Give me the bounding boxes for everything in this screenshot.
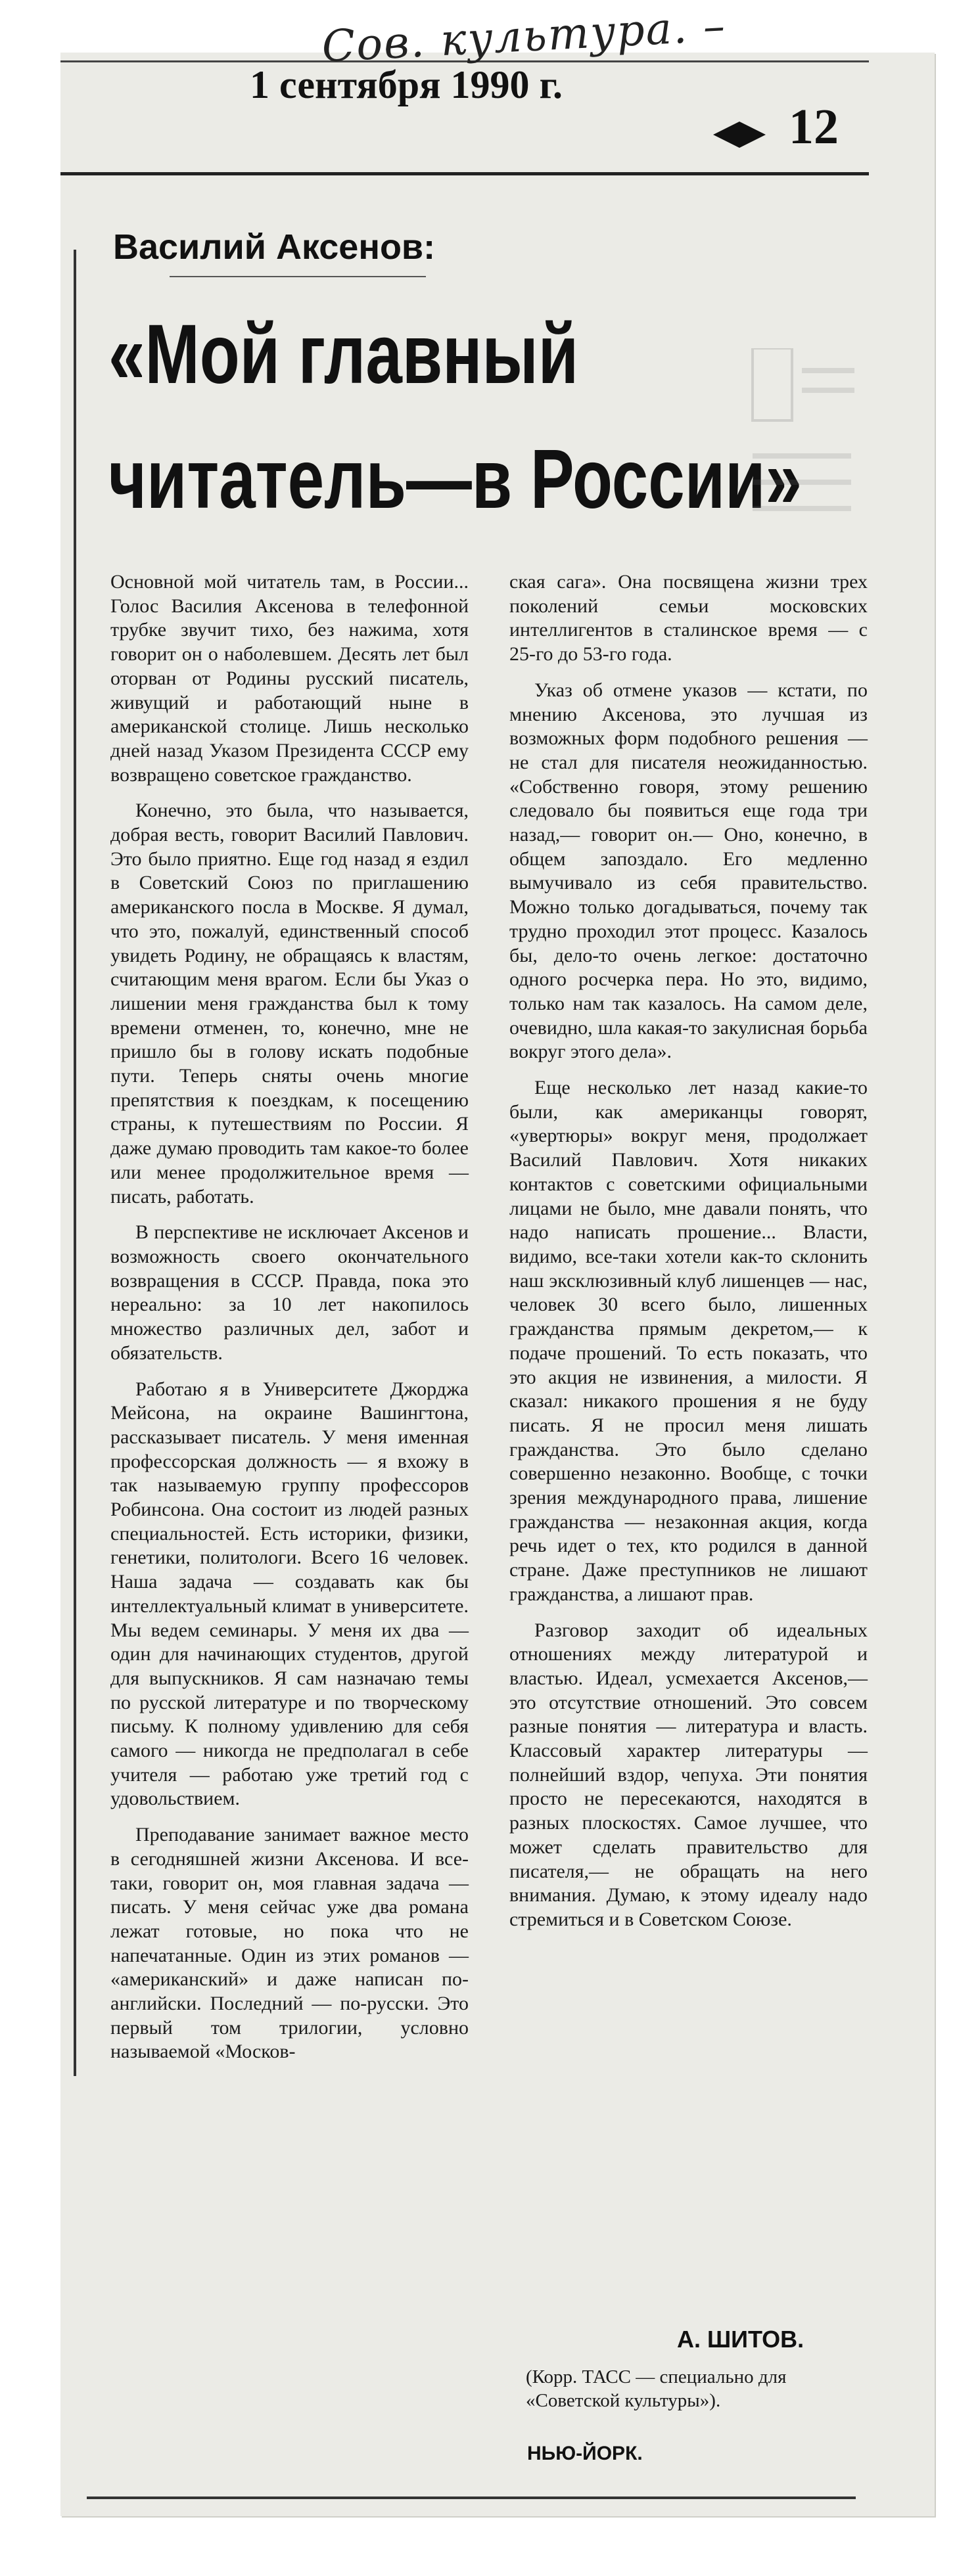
article-column-left [110, 570, 469, 2076]
paragraph: Конечно, это была, что называется, добрая весть, говорит Василий Павлович. Это было приятно. Еще год назад я ездил в Советский Союз по приглашению американского посла в Москве. Я думал, что это, пожалуй, единственный способ увидеть Родину, не обращаясь к властям, считающим меня врагом. Если бы Указ о лишении меня гражданства был к тому времени отменен, то, конечно, мне не пришло бы в голову искать подобные пути. Теперь сняты очень многие препятствия к поездкам, к посещению страны, к путешествиям по России. Я даже думаю проводить там какое-то более или менее продолжительное время — писать, работать. [110, 800, 469, 1208]
paragraph: ская сага». Она посвящена жизни трех поколений семьи московских интеллигентов в сталинское время — с 25-го до 53-го года. [509, 571, 868, 666]
headline-line-1: «Мой главный [108, 307, 579, 401]
handwritten-note: Сов. культура. – [320, 0, 728, 72]
page-number: 12 [789, 99, 839, 154]
paragraph: Работаю я в Университете Джорджа Мейсона, на окраине Вашингтона, рассказывает писатель. У меня именная профессорская должность — я вхожу в так называемую группу профессоров Робинсона. Она состоит из людей разных специальностей. Есть историки, физики, генетики, политологи. Всего 16 человек. Наша задача — создавать как бы интеллектуальный климат в университете. Мы ведем семинары. У меня их два — один для начинающих студентов, другой для выпускников. Я сам назначаю темы по русской литературе и по творческому письму. К полному удивлению для себя самого — никогда не предполагал в себе учителя — работаю уже третий год с удовольствием. [110, 1378, 469, 1810]
paragraph: Основной мой читатель там, в России... Голос Василия Аксенова в телефонной трубке звучит тихо, без нажима, хотя говорит он о наболевшем. Десять лет был оторван от Родины русский писатель, живущий и работающий ныне в американской столице. Лишь несколько дней назад Указом Президента СССР ему возвращено советское гражданство. [110, 571, 469, 786]
article-signature: А. ШИТОВ. [677, 2326, 804, 2353]
article-credit: (Корр. ТАСС — специально для «Советской культуры»). [526, 2366, 787, 2411]
header-rule [60, 172, 869, 175]
paragraph: Еще несколько лет назад какие-то были, как американцы говорят, «увертюры» вокруг меня, продолжает Василий Павлович. Хотя никаких контактов с советскими официальными лицами не было, мне давали понять, что надо написать прошение... Власти, видимо, все-таки хотели как-то склонить наш эксклюзивный клуб лишенцев — нас, человек 30 всего было, лишенных гражданства прямым декретом,— к подаче прошений. То есть показать, что это акция не извинения, а милости. Я сказал: никакого прошения я не буду писать. Я не просил меня лишать гражданства. Это было сделано совершенно незаконно. Вообще, с точки зрения международного права, лишение гражданства — незаконная акция, когда речь идет о тех, кто родился в данной стране. Даже преступников не лишают гражданства, а лишают прав. [509, 1077, 868, 1605]
article-column-right [509, 570, 868, 1944]
bottom-rule [87, 2497, 856, 2499]
article-dateline: НЬЮ-ЙОРК. [527, 2443, 643, 2464]
diamond-arrow-icon [713, 118, 766, 151]
headline-line-2: читатель—в России» [108, 432, 803, 526]
issue-date: 1 сентября 1990 г. [250, 63, 563, 106]
paragraph: Преподавание занимает важное место в сегодняшней жизни Аксенова. И все-таки, говорит он, моя главная задача — писать. У меня сейчас уже два романа лежат готовые, но пока что не напечатанные. Один из этих романов — «американский» и даже написан по-английски. Последний — по-русски. Это первый том трилогии, условно называемой «Москов- [110, 1824, 469, 2063]
left-column-rule [74, 250, 76, 2076]
author-underline [170, 276, 426, 277]
bleed-through-mark [746, 348, 858, 558]
article-author: Василий Аксенов: [113, 227, 436, 267]
paragraph: Указ об отмене указов — кстати, по мнению Аксенова, это лучшая из возможных форм подобного решения — не стал для писателя неожиданностью. «Собственно говоря, этому решению следовало бы появиться еще года три назад,— говорит он.— Оно, конечно, в общем запоздало. Его медленно вымучивало из себя правительство. Можно только догадываться, почему так трудно проходил этот процесс. Казалось бы, дело-то очень легкое: достаточно одного росчерка пера. Но это, видимо, только нам так казалось. На самом деле, очевидно, шла какая-то закулисная борьба вокруг этого дела». [509, 679, 868, 1063]
paragraph: В перспективе не исключает Аксенов и возможность своего окончательного возвращения в СССР. Правда, пока это нереально: за 10 лет накопилось множество различных дел, забот и обязательств. [110, 1221, 469, 1364]
paragraph: Разговор заходит об идеальных отношениях между литературой и властью. Идеал, усмехается Аксенов,— это отсутствие отношений. Это совсем разные понятия — литература и власть. Классовый характер литературы — полнейший вздор, чепуха. Эти понятия просто не пересекаются, находятся в разных плоскостях. Самое лучшее, что может сделать правительство для писателя,— не обращать на него внимания. Думаю, к этому идеалу надо стремиться и в Советском Союзе. [509, 1619, 868, 1930]
